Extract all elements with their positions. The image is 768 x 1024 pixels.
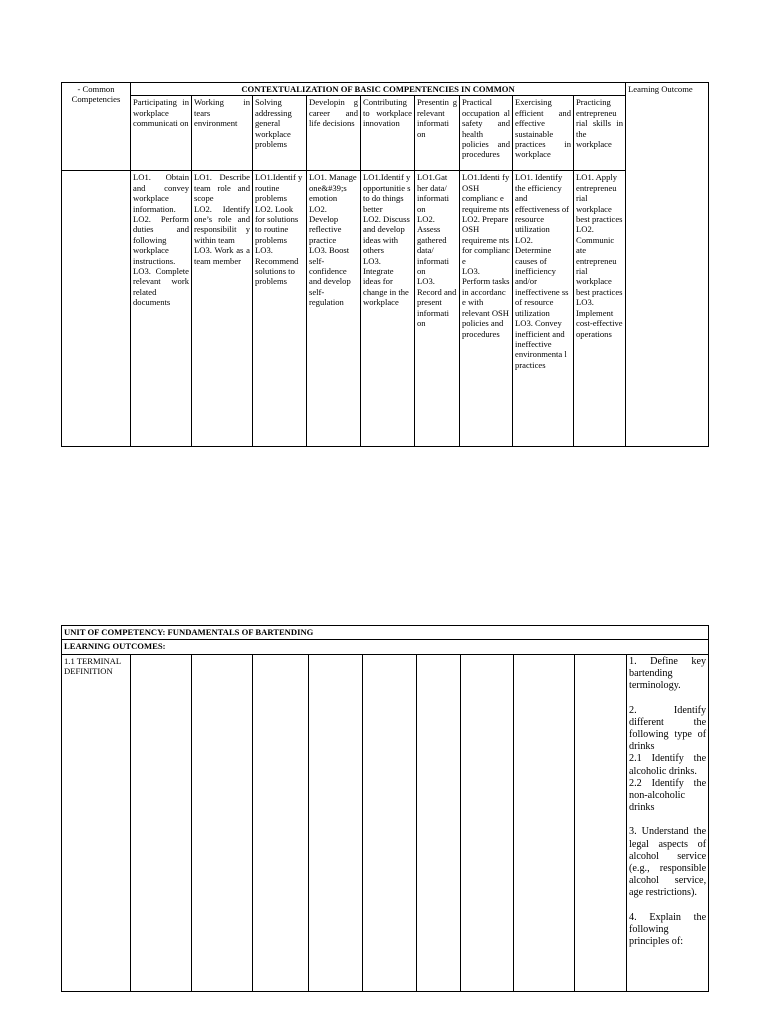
learning-outcome-header: Learning Outcome — [626, 83, 709, 447]
unit-of-competency: UNIT OF COMPETENCY: FUNDAMENTALS OF BARTENDING — [62, 626, 709, 640]
outcome-cell: LO1. Obtain and convey workplace information. LO2. Perform duties and following workplace instructions. LO3. Complete relevant work related documents — [131, 171, 192, 447]
outcome-cell: LO1.Identif y opportunitie s to do things better LO2. Discuss and develop ideas with others LO3. Integrate ideas for change in the workplace — [361, 171, 415, 447]
empty-cell — [309, 655, 363, 992]
empty-cell — [417, 655, 461, 992]
empty-cell — [461, 655, 514, 992]
outcome-item: 4. Explain the following principles of: — [629, 911, 707, 948]
bartending-table — [61, 625, 709, 992]
terminal-definition: 1.1 TERMINAL DEFINITION — [62, 655, 131, 992]
empty-cell — [131, 655, 192, 992]
empty-cell — [253, 655, 309, 992]
competency-cell: Contributing to workplace innovation — [361, 96, 415, 171]
empty-cell — [363, 655, 417, 992]
outcome-item: 2. Identify different the following type of drinks — [629, 704, 707, 753]
competency-cell: Working in tears environment — [192, 96, 253, 171]
outcome-cell: LO1. Apply entrepreneu rial workplace best practices LO2. Communic ate entrepreneu rial workplace best practices LO3. Implement cost-effective operations — [574, 171, 626, 447]
competency-cell: Practicing entrepreneu rial skills in the workplace — [574, 96, 626, 171]
competencies-table — [61, 82, 709, 447]
outcome-cell: LO1. Manage one&#39;s emotion LO2. Develop reflective practice LO3. Boost self-confidence and develop self-regulation — [307, 171, 361, 447]
competency-cell: Exercising efficient and effective sustainable practices in workplace — [513, 96, 574, 171]
empty-cell — [192, 655, 253, 992]
empty-cell — [62, 171, 131, 447]
contextualization-header: CONTEXTUALIZATION OF BASIC COMPENTENCIES IN COMMON — [131, 83, 626, 96]
outcome-item: 2.1 Identify the alcoholic drinks. — [629, 753, 707, 777]
outcome-cell: LO1. Identify the efficiency and effectiveness of resource utilization LO2. Determine causes of inefficiency and/or ineffectivene ss of resource utilization LO3. Convey inefficient and ineffective environmenta l practices — [513, 171, 574, 447]
learning-outcomes-label: LEARNING OUTCOMES: — [62, 640, 709, 655]
outcome-item: 1. Define key bartending terminology. — [629, 656, 707, 692]
competency-cell: Practical occupation al safety and health policies and procedures — [460, 96, 513, 171]
outcome-item: 2.2 Identify the non-alcoholic drinks — [629, 777, 707, 814]
common-competencies-label: - Common Competencies — [62, 83, 131, 171]
outcome-cell: LO1.Identif y routine problems LO2. Look for solutions to routine problems LO3. Recommend solutions to problems — [253, 171, 307, 447]
empty-cell — [575, 655, 627, 992]
outcome-item: 3. Understand the legal aspects of alcohol service (e.g., responsible alcohol service, age restrictions). — [629, 826, 707, 899]
outcome-cell: LO1. Describe team role and scope LO2. Identify one’s role and responsibilit y within team LO3. Work as a team member — [192, 171, 253, 447]
competency-cell: Developin g career and life decisions — [307, 96, 361, 171]
outcome-cell: LO1.Identi fy OSH complianc e requireme nts LO2. Prepare OSH requireme nts for complianc e LO3. Perform tasks in accordanc e with relevant OSH policies and procedures — [460, 171, 513, 447]
outcome-cell: LO1.Gat her data/ informati on LO2. Assess gathered data/ informati on LO3. Record and present informati on — [415, 171, 460, 447]
learning-outcome-list — [627, 655, 709, 992]
empty-cell — [514, 655, 575, 992]
competency-cell: Presentin g relevant informati on — [415, 96, 460, 171]
competency-cell: Solving addressing general workplace problems — [253, 96, 307, 171]
competency-cell: Participating in workplace communicati on — [131, 96, 192, 171]
